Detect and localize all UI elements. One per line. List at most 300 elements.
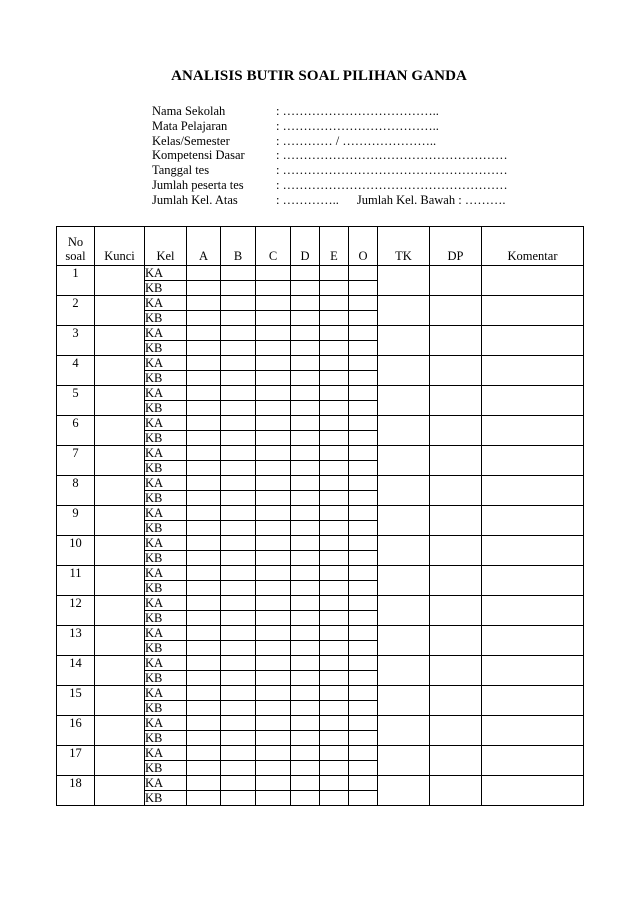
cell-option-b[interactable]	[221, 611, 256, 626]
cell-option-e[interactable]	[320, 566, 349, 581]
cell-option-o[interactable]	[349, 731, 378, 746]
cell-option-a[interactable]	[187, 536, 221, 551]
cell-option-d[interactable]	[291, 611, 320, 626]
cell-tk[interactable]	[378, 266, 430, 296]
cell-option-e[interactable]	[320, 491, 349, 506]
cell-option-e[interactable]	[320, 356, 349, 371]
cell-option-c[interactable]	[256, 461, 291, 476]
cell-komentar[interactable]	[482, 716, 584, 746]
cell-option-c[interactable]	[256, 566, 291, 581]
cell-option-c[interactable]	[256, 581, 291, 596]
cell-komentar[interactable]	[482, 416, 584, 446]
cell-tk[interactable]	[378, 416, 430, 446]
cell-option-c[interactable]	[256, 686, 291, 701]
cell-option-o[interactable]	[349, 311, 378, 326]
cell-kel: KA	[145, 446, 187, 461]
cell-option-o[interactable]	[349, 626, 378, 641]
cell-kunci[interactable]	[95, 746, 145, 776]
cell-option-a[interactable]	[187, 266, 221, 281]
cell-option-e[interactable]	[320, 476, 349, 491]
cell-option-o[interactable]	[349, 476, 378, 491]
cell-option-c[interactable]	[256, 611, 291, 626]
cell-option-d[interactable]	[291, 776, 320, 791]
cell-option-o[interactable]	[349, 551, 378, 566]
cell-option-e[interactable]	[320, 641, 349, 656]
cell-option-a[interactable]	[187, 641, 221, 656]
header-no: No	[67, 235, 84, 249]
cell-option-c[interactable]	[256, 746, 291, 761]
cell-option-e[interactable]	[320, 431, 349, 446]
cell-option-e[interactable]	[320, 626, 349, 641]
cell-option-e[interactable]	[320, 296, 349, 311]
cell-option-d[interactable]	[291, 386, 320, 401]
cell-option-d[interactable]	[291, 701, 320, 716]
cell-option-e[interactable]	[320, 611, 349, 626]
cell-option-e[interactable]	[320, 581, 349, 596]
cell-option-c[interactable]	[256, 536, 291, 551]
cell-option-o[interactable]	[349, 716, 378, 731]
cell-option-a[interactable]	[187, 746, 221, 761]
cell-option-b[interactable]	[221, 371, 256, 386]
cell-komentar[interactable]	[482, 626, 584, 656]
cell-option-e[interactable]	[320, 761, 349, 776]
cell-option-b[interactable]	[221, 446, 256, 461]
cell-option-e[interactable]	[320, 551, 349, 566]
cell-dp[interactable]	[430, 506, 482, 536]
cell-option-a[interactable]	[187, 356, 221, 371]
cell-tk[interactable]	[378, 776, 430, 806]
cell-komentar[interactable]	[482, 656, 584, 686]
cell-option-a[interactable]	[187, 731, 221, 746]
cell-kunci[interactable]	[95, 296, 145, 326]
cell-komentar[interactable]	[482, 566, 584, 596]
cell-tk[interactable]	[378, 566, 430, 596]
cell-option-b[interactable]	[221, 761, 256, 776]
cell-option-c[interactable]	[256, 761, 291, 776]
cell-option-c[interactable]	[256, 311, 291, 326]
cell-option-e[interactable]	[320, 746, 349, 761]
cell-option-e[interactable]	[320, 776, 349, 791]
cell-tk[interactable]	[378, 716, 430, 746]
cell-option-b[interactable]	[221, 776, 256, 791]
cell-option-b[interactable]	[221, 476, 256, 491]
cell-option-a[interactable]	[187, 671, 221, 686]
cell-option-d[interactable]	[291, 431, 320, 446]
cell-option-c[interactable]	[256, 701, 291, 716]
cell-kel: KB	[145, 791, 187, 806]
cell-option-c[interactable]	[256, 371, 291, 386]
cell-option-c[interactable]	[256, 716, 291, 731]
cell-option-a[interactable]	[187, 326, 221, 341]
cell-komentar[interactable]	[482, 506, 584, 536]
cell-komentar[interactable]	[482, 266, 584, 296]
cell-option-b[interactable]	[221, 401, 256, 416]
cell-option-a[interactable]	[187, 686, 221, 701]
cell-option-a[interactable]	[187, 611, 221, 626]
cell-option-d[interactable]	[291, 521, 320, 536]
cell-option-b[interactable]	[221, 416, 256, 431]
cell-option-o[interactable]	[349, 326, 378, 341]
cell-kunci[interactable]	[95, 266, 145, 296]
cell-option-b[interactable]	[221, 596, 256, 611]
cell-dp[interactable]	[430, 536, 482, 566]
cell-dp[interactable]	[430, 296, 482, 326]
cell-option-d[interactable]	[291, 656, 320, 671]
cell-option-b[interactable]	[221, 731, 256, 746]
cell-option-b[interactable]	[221, 311, 256, 326]
cell-option-a[interactable]	[187, 401, 221, 416]
cell-option-d[interactable]	[291, 491, 320, 506]
cell-option-d[interactable]	[291, 746, 320, 761]
cell-option-b[interactable]	[221, 521, 256, 536]
cell-option-o[interactable]	[349, 686, 378, 701]
cell-option-a[interactable]	[187, 446, 221, 461]
table-row	[57, 686, 584, 701]
cell-option-a[interactable]	[187, 581, 221, 596]
cell-option-o[interactable]	[349, 356, 378, 371]
cell-kunci[interactable]	[95, 386, 145, 416]
cell-option-e[interactable]	[320, 686, 349, 701]
cell-option-d[interactable]	[291, 416, 320, 431]
cell-option-d[interactable]	[291, 671, 320, 686]
cell-option-a[interactable]	[187, 311, 221, 326]
cell-option-e[interactable]	[320, 671, 349, 686]
cell-option-o[interactable]	[349, 536, 378, 551]
cell-option-c[interactable]	[256, 401, 291, 416]
cell-option-o[interactable]	[349, 566, 378, 581]
cell-kunci[interactable]	[95, 596, 145, 626]
cell-option-o[interactable]	[349, 641, 378, 656]
cell-option-e[interactable]	[320, 656, 349, 671]
table-row	[57, 416, 584, 431]
cell-kunci[interactable]	[95, 536, 145, 566]
cell-option-c[interactable]	[256, 281, 291, 296]
cell-kel: KA	[145, 386, 187, 401]
cell-option-o[interactable]	[349, 521, 378, 536]
cell-option-o[interactable]	[349, 581, 378, 596]
cell-option-c[interactable]	[256, 731, 291, 746]
cell-option-o[interactable]	[349, 461, 378, 476]
cell-option-a[interactable]	[187, 596, 221, 611]
cell-option-d[interactable]	[291, 446, 320, 461]
cell-option-c[interactable]	[256, 386, 291, 401]
cell-option-e[interactable]	[320, 791, 349, 806]
cell-option-d[interactable]	[291, 566, 320, 581]
cell-option-d[interactable]	[291, 641, 320, 656]
cell-komentar[interactable]	[482, 446, 584, 476]
cell-option-o[interactable]	[349, 776, 378, 791]
cell-option-b[interactable]	[221, 551, 256, 566]
cell-tk[interactable]	[378, 536, 430, 566]
cell-option-o[interactable]	[349, 611, 378, 626]
cell-option-b[interactable]	[221, 341, 256, 356]
cell-option-a[interactable]	[187, 431, 221, 446]
cell-option-d[interactable]	[291, 551, 320, 566]
table-row	[57, 626, 584, 641]
cell-option-e[interactable]	[320, 266, 349, 281]
cell-option-c[interactable]	[256, 266, 291, 281]
cell-dp[interactable]	[430, 356, 482, 386]
cell-komentar[interactable]	[482, 746, 584, 776]
cell-option-o[interactable]	[349, 431, 378, 446]
cell-option-a[interactable]	[187, 566, 221, 581]
cell-dp[interactable]	[430, 416, 482, 446]
cell-option-o[interactable]	[349, 266, 378, 281]
cell-option-o[interactable]	[349, 671, 378, 686]
info-label: Jumlah Kel. Atas	[152, 192, 238, 207]
cell-kunci[interactable]	[95, 416, 145, 446]
cell-option-o[interactable]	[349, 416, 378, 431]
cell-option-d[interactable]	[291, 731, 320, 746]
cell-option-b[interactable]	[221, 326, 256, 341]
cell-option-e[interactable]	[320, 326, 349, 341]
cell-option-b[interactable]	[221, 566, 256, 581]
cell-option-e[interactable]	[320, 371, 349, 386]
cell-option-b[interactable]	[221, 701, 256, 716]
cell-option-c[interactable]	[256, 776, 291, 791]
cell-option-b[interactable]	[221, 746, 256, 761]
cell-komentar[interactable]	[482, 536, 584, 566]
cell-option-c[interactable]	[256, 626, 291, 641]
cell-option-o[interactable]	[349, 701, 378, 716]
cell-tk[interactable]	[378, 506, 430, 536]
cell-option-c[interactable]	[256, 326, 291, 341]
cell-option-d[interactable]	[291, 341, 320, 356]
cell-option-a[interactable]	[187, 371, 221, 386]
cell-option-d[interactable]	[291, 761, 320, 776]
cell-option-b[interactable]	[221, 266, 256, 281]
cell-kunci[interactable]	[95, 626, 145, 656]
cell-option-a[interactable]	[187, 476, 221, 491]
cell-option-c[interactable]	[256, 506, 291, 521]
cell-option-b[interactable]	[221, 506, 256, 521]
cell-option-c[interactable]	[256, 491, 291, 506]
cell-option-d[interactable]	[291, 356, 320, 371]
cell-option-b[interactable]	[221, 281, 256, 296]
cell-option-a[interactable]	[187, 716, 221, 731]
cell-tk[interactable]	[378, 476, 430, 506]
cell-kunci[interactable]	[95, 656, 145, 686]
cell-komentar[interactable]	[482, 356, 584, 386]
cell-option-c[interactable]	[256, 341, 291, 356]
cell-option-d[interactable]	[291, 791, 320, 806]
cell-option-b[interactable]	[221, 626, 256, 641]
cell-option-c[interactable]	[256, 416, 291, 431]
cell-option-a[interactable]	[187, 656, 221, 671]
cell-kunci[interactable]	[95, 446, 145, 476]
cell-tk[interactable]	[378, 296, 430, 326]
cell-option-c[interactable]	[256, 446, 291, 461]
cell-dp[interactable]	[430, 746, 482, 776]
cell-option-e[interactable]	[320, 311, 349, 326]
cell-option-e[interactable]	[320, 341, 349, 356]
cell-kel: KA	[145, 326, 187, 341]
cell-tk[interactable]	[378, 626, 430, 656]
cell-kel: KA	[145, 716, 187, 731]
cell-option-d[interactable]	[291, 581, 320, 596]
cell-komentar[interactable]	[482, 326, 584, 356]
cell-tk[interactable]	[378, 746, 430, 776]
cell-kunci[interactable]	[95, 686, 145, 716]
cell-option-a[interactable]	[187, 776, 221, 791]
cell-option-e[interactable]	[320, 281, 349, 296]
cell-dp[interactable]	[430, 596, 482, 626]
cell-option-c[interactable]	[256, 521, 291, 536]
cell-option-o[interactable]	[349, 491, 378, 506]
cell-option-a[interactable]	[187, 626, 221, 641]
cell-option-d[interactable]	[291, 266, 320, 281]
cell-tk[interactable]	[378, 326, 430, 356]
cell-option-e[interactable]	[320, 731, 349, 746]
cell-option-a[interactable]	[187, 491, 221, 506]
cell-kunci[interactable]	[95, 716, 145, 746]
cell-option-a[interactable]	[187, 551, 221, 566]
cell-option-b[interactable]	[221, 296, 256, 311]
cell-option-e[interactable]	[320, 446, 349, 461]
cell-dp[interactable]	[430, 716, 482, 746]
cell-komentar[interactable]	[482, 686, 584, 716]
cell-option-o[interactable]	[349, 506, 378, 521]
cell-option-c[interactable]	[256, 596, 291, 611]
cell-dp[interactable]	[430, 656, 482, 686]
cell-komentar[interactable]	[482, 596, 584, 626]
cell-option-d[interactable]	[291, 371, 320, 386]
cell-option-o[interactable]	[349, 401, 378, 416]
cell-option-d[interactable]	[291, 626, 320, 641]
cell-dp[interactable]	[430, 266, 482, 296]
cell-kunci[interactable]	[95, 566, 145, 596]
cell-option-o[interactable]	[349, 446, 378, 461]
cell-option-a[interactable]	[187, 296, 221, 311]
cell-option-b[interactable]	[221, 431, 256, 446]
cell-option-e[interactable]	[320, 701, 349, 716]
cell-option-a[interactable]	[187, 341, 221, 356]
cell-option-b[interactable]	[221, 461, 256, 476]
cell-option-a[interactable]	[187, 761, 221, 776]
cell-option-b[interactable]	[221, 671, 256, 686]
cell-option-d[interactable]	[291, 311, 320, 326]
cell-dp[interactable]	[430, 326, 482, 356]
cell-option-a[interactable]	[187, 461, 221, 476]
cell-option-d[interactable]	[291, 401, 320, 416]
cell-option-a[interactable]	[187, 791, 221, 806]
cell-tk[interactable]	[378, 656, 430, 686]
cell-option-b[interactable]	[221, 356, 256, 371]
cell-option-b[interactable]	[221, 716, 256, 731]
cell-option-c[interactable]	[256, 296, 291, 311]
cell-dp[interactable]	[430, 446, 482, 476]
cell-komentar[interactable]	[482, 296, 584, 326]
cell-option-d[interactable]	[291, 326, 320, 341]
cell-option-c[interactable]	[256, 641, 291, 656]
cell-dp[interactable]	[430, 386, 482, 416]
cell-kunci[interactable]	[95, 776, 145, 806]
cell-option-b[interactable]	[221, 686, 256, 701]
cell-tk[interactable]	[378, 386, 430, 416]
cell-option-c[interactable]	[256, 656, 291, 671]
cell-option-b[interactable]	[221, 641, 256, 656]
cell-kunci[interactable]	[95, 356, 145, 386]
table-row	[57, 326, 584, 341]
cell-option-c[interactable]	[256, 356, 291, 371]
cell-option-o[interactable]	[349, 386, 378, 401]
cell-dp[interactable]	[430, 626, 482, 656]
cell-option-e[interactable]	[320, 386, 349, 401]
cell-dp[interactable]	[430, 566, 482, 596]
cell-option-e[interactable]	[320, 536, 349, 551]
cell-option-c[interactable]	[256, 791, 291, 806]
cell-option-o[interactable]	[349, 296, 378, 311]
cell-option-e[interactable]	[320, 716, 349, 731]
cell-option-d[interactable]	[291, 506, 320, 521]
cell-komentar[interactable]	[482, 386, 584, 416]
cell-option-b[interactable]	[221, 581, 256, 596]
cell-option-a[interactable]	[187, 386, 221, 401]
cell-dp[interactable]	[430, 476, 482, 506]
cell-option-d[interactable]	[291, 686, 320, 701]
cell-tk[interactable]	[378, 596, 430, 626]
cell-option-b[interactable]	[221, 491, 256, 506]
cell-komentar[interactable]	[482, 476, 584, 506]
cell-option-c[interactable]	[256, 671, 291, 686]
cell-option-d[interactable]	[291, 716, 320, 731]
cell-option-d[interactable]	[291, 461, 320, 476]
cell-option-o[interactable]	[349, 656, 378, 671]
cell-tk[interactable]	[378, 686, 430, 716]
cell-tk[interactable]	[378, 356, 430, 386]
cell-option-c[interactable]	[256, 476, 291, 491]
cell-option-d[interactable]	[291, 296, 320, 311]
cell-option-d[interactable]	[291, 476, 320, 491]
cell-kunci[interactable]	[95, 476, 145, 506]
cell-option-e[interactable]	[320, 461, 349, 476]
cell-option-b[interactable]	[221, 656, 256, 671]
cell-tk[interactable]	[378, 446, 430, 476]
cell-komentar[interactable]	[482, 776, 584, 806]
cell-option-c[interactable]	[256, 431, 291, 446]
cell-kunci[interactable]	[95, 506, 145, 536]
cell-option-o[interactable]	[349, 371, 378, 386]
cell-option-e[interactable]	[320, 596, 349, 611]
cell-option-e[interactable]	[320, 521, 349, 536]
cell-option-a[interactable]	[187, 506, 221, 521]
cell-option-c[interactable]	[256, 551, 291, 566]
cell-option-b[interactable]	[221, 536, 256, 551]
info-label: Kelas/Semester	[152, 133, 230, 148]
cell-option-o[interactable]	[349, 746, 378, 761]
cell-option-o[interactable]	[349, 281, 378, 296]
cell-option-o[interactable]	[349, 596, 378, 611]
cell-option-a[interactable]	[187, 281, 221, 296]
cell-option-a[interactable]	[187, 701, 221, 716]
cell-option-o[interactable]	[349, 341, 378, 356]
cell-option-o[interactable]	[349, 761, 378, 776]
cell-option-b[interactable]	[221, 386, 256, 401]
cell-option-d[interactable]	[291, 536, 320, 551]
cell-option-a[interactable]	[187, 416, 221, 431]
cell-option-a[interactable]	[187, 521, 221, 536]
cell-kunci[interactable]	[95, 326, 145, 356]
cell-dp[interactable]	[430, 686, 482, 716]
cell-option-e[interactable]	[320, 506, 349, 521]
cell-option-d[interactable]	[291, 596, 320, 611]
cell-dp[interactable]	[430, 776, 482, 806]
cell-option-d[interactable]	[291, 281, 320, 296]
cell-option-e[interactable]	[320, 401, 349, 416]
cell-option-e[interactable]	[320, 416, 349, 431]
cell-option-b[interactable]	[221, 791, 256, 806]
cell-option-o[interactable]	[349, 791, 378, 806]
